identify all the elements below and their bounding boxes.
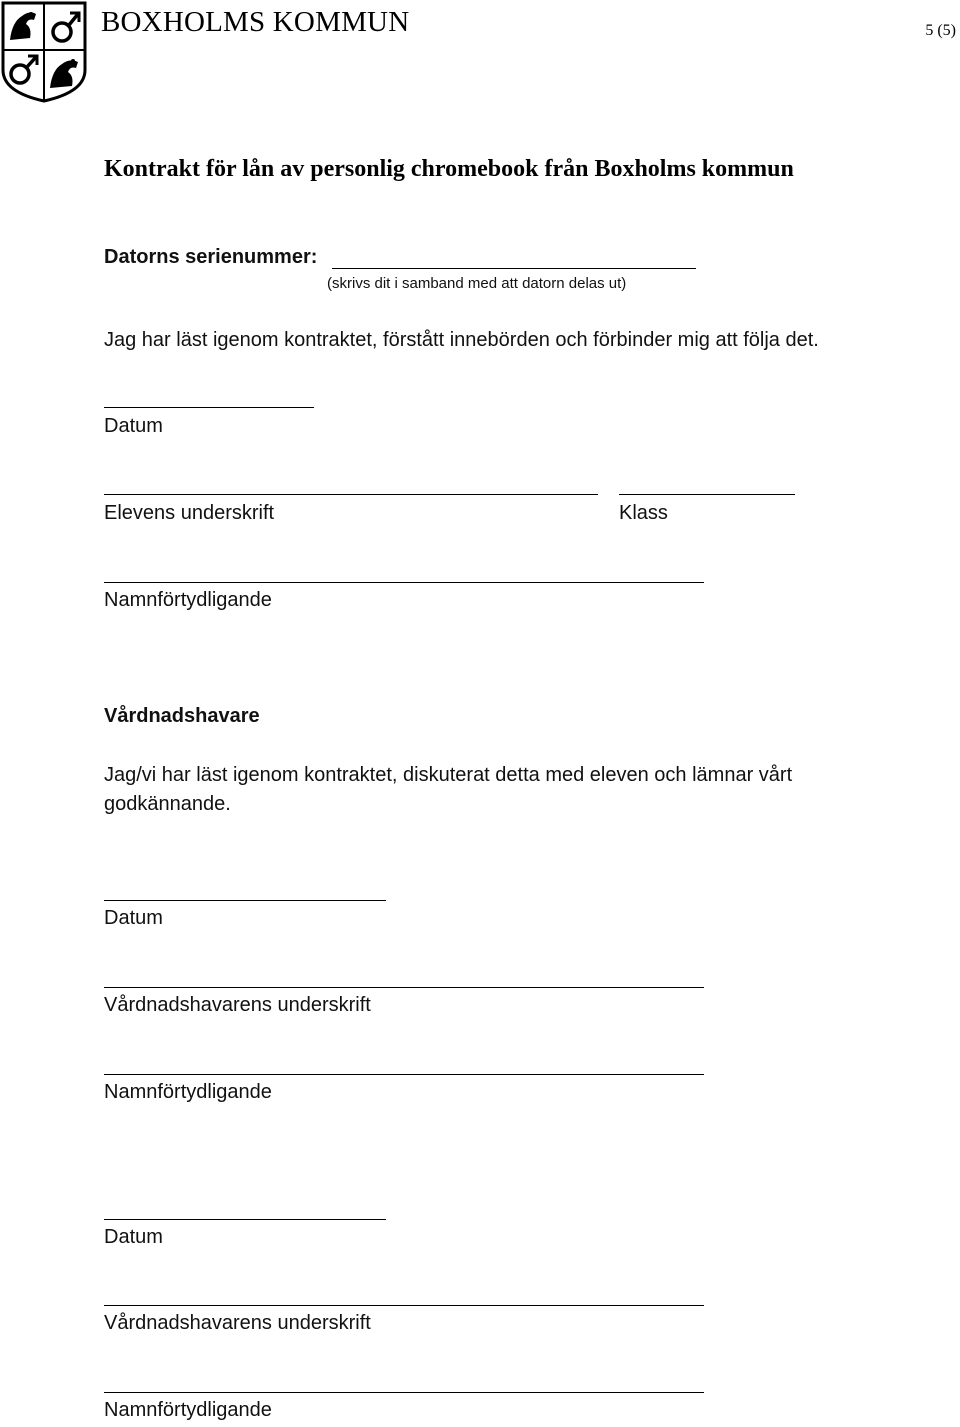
guardian-signature-label: Vårdnadshavarens underskrift <box>104 1312 371 1334</box>
guardian-heading: Vårdnadshavare <box>104 705 260 727</box>
guardian-signature-field[interactable] <box>104 987 704 988</box>
student-signature-label: Elevens underskrift <box>104 502 275 524</box>
guardian-name-label: Namnförtydligande <box>104 1081 272 1103</box>
guardian-name-field[interactable] <box>104 1392 704 1393</box>
serial-number-label: Datorns serienummer: <box>104 246 318 268</box>
class-label: Klass <box>619 502 668 524</box>
serial-number-field[interactable] <box>332 268 696 269</box>
guardian-name-label: Namnförtydligande <box>104 1399 272 1421</box>
serial-number-note: (skrivs dit i samband med att datorn delas ut) <box>327 275 627 292</box>
guardian-statement-line2: godkännande. <box>104 793 231 815</box>
page-number: 5 (5) <box>925 22 956 39</box>
guardian-statement-line1: Jag/vi har läst igenom kontraktet, diskuterat detta med eleven och lämnar vårt <box>104 764 793 786</box>
student-name-label: Namnförtydligande <box>104 589 272 611</box>
guardian-date-label: Datum <box>104 1226 163 1248</box>
municipal-coat-of-arms-icon <box>0 0 88 104</box>
student-date-label: Datum <box>104 415 163 437</box>
student-date-field[interactable] <box>104 407 314 408</box>
guardian-signature-label: Vårdnadshavarens underskrift <box>104 994 371 1016</box>
student-name-field[interactable] <box>104 582 704 583</box>
guardian-date-label: Datum <box>104 907 163 929</box>
student-statement: Jag har läst igenom kontraktet, förstått innebörden och förbinder mig att följa det. <box>104 329 819 351</box>
page-title: Kontrakt för lån av personlig chromebook från Boxholms kommun <box>104 156 794 182</box>
guardian-name-field[interactable] <box>104 1074 704 1075</box>
student-signature-field[interactable] <box>104 494 598 495</box>
class-field[interactable] <box>619 494 795 495</box>
guardian-date-field[interactable] <box>104 900 386 901</box>
guardian-date-field[interactable] <box>104 1219 386 1220</box>
organization-name: BOXHOLMS KOMMUN <box>101 6 410 38</box>
guardian-signature-field[interactable] <box>104 1305 704 1306</box>
